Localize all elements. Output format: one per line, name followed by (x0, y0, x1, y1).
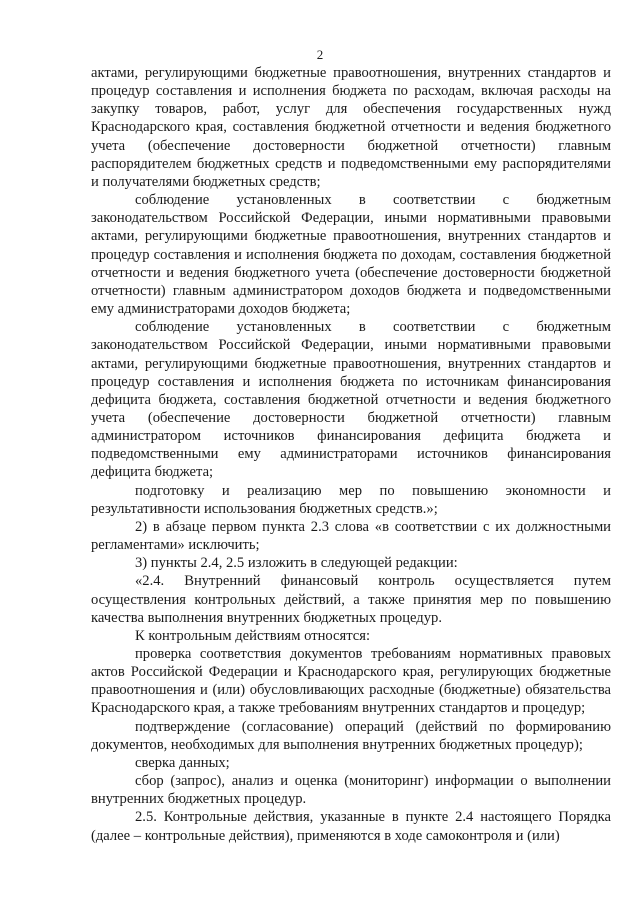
paragraph-deficit-financing-compliance: соблюдение установленных в соответствии с бюджетным законодательством Российской Федерации, иными нормативными правовыми актами, регулирующими бюджетные правоотношения, внутренних стандартов и процедур составления и исполнения бюджета по источникам финансирования дефицита бюджета, составления бюджетной отчетности и ведения бюджетного учета (обеспечение достоверности бюджетной отчетности) главным администратором источников финансирования дефицита бюджета и подведомственными ему администраторами источников финансирования дефицита бюджета; (91, 319, 611, 481)
paragraph-amendment-3: 3) пункты 2.4, 2.5 изложить в следующей редакции: (135, 555, 458, 572)
paragraph-clause-2-4: «2.4. Внутренний финансовый контроль осуществляется путем осуществления контрольных действий, а также принятия мер по повышению качества выполнения внутренних бюджетных процедур. (91, 573, 611, 626)
paragraph-continuation: актами, регулирующими бюджетные правоотношения, внутренних стандартов и процедур составления и исполнения бюджета по расходам, включая расходы на закупку товаров, работ, услуг для обеспечения государственных нужд Краснодарского края, составления бюджетной отчетности и ведения бюджетного учета (обеспечение достоверности бюджетной отчетности) главным распорядителем бюджетных средств и подведомственными ему распорядителями и получателями бюджетных средств; (91, 65, 611, 190)
page-number: 2 (316, 47, 324, 62)
paragraph-monitoring: сбор (запрос), анализ и оценка (мониторинг) информации о выполнении внутренних бюджетных процедур. (91, 773, 611, 808)
paragraph-efficiency-measures: подготовку и реализацию мер по повышению экономности и результативности использования бюджетных средств.»; (91, 482, 611, 517)
paragraph-document-check: проверка соответствия документов требованиям нормативных правовых актов Российской Федерации и Краснодарского края, регулирующих бюджетные правоотношения и (или) обусловливающих расходные (бюджетные) обязательства Краснодарского края, а также требованиям внутренних стандартов и процедур; (91, 646, 611, 717)
paragraph-amendment-2: 2) в абзаце первом пункта 2.3 слова «в соответствии с их должностными регламентами» исключить; (91, 518, 611, 554)
document-body (91, 64, 611, 845)
paragraph-clause-2-5: 2.5. Контрольные действия, указанные в пункте 2.4 настоящего Порядка (далее – контрольные действия), применяются в ходе самоконтроля и (или) (91, 809, 611, 844)
paragraph-revenue-compliance: соблюдение установленных в соответствии с бюджетным законодательством Российской Федерации, иными нормативными правовыми актами, регулирующими бюджетные правоотношения, внутренних стандартов и процедур составления и исполнения бюджета по доходам, составления бюджетной отчетности и ведения бюджетного учета (обеспечение достоверности бюджетной отчетности) главным администратором доходов бюджета и подведомственными ему администраторами доходов бюджета; (91, 192, 611, 318)
paragraph-data-reconciliation: сверка данных; (135, 754, 230, 771)
paragraph-operation-confirmation: подтверждение (согласование) операций (действий по формированию документов, необходимых для выполнения внутренних бюджетных процедур); (91, 718, 611, 753)
paragraph-control-actions-intro: К контрольным действиям относятся: (135, 627, 371, 644)
